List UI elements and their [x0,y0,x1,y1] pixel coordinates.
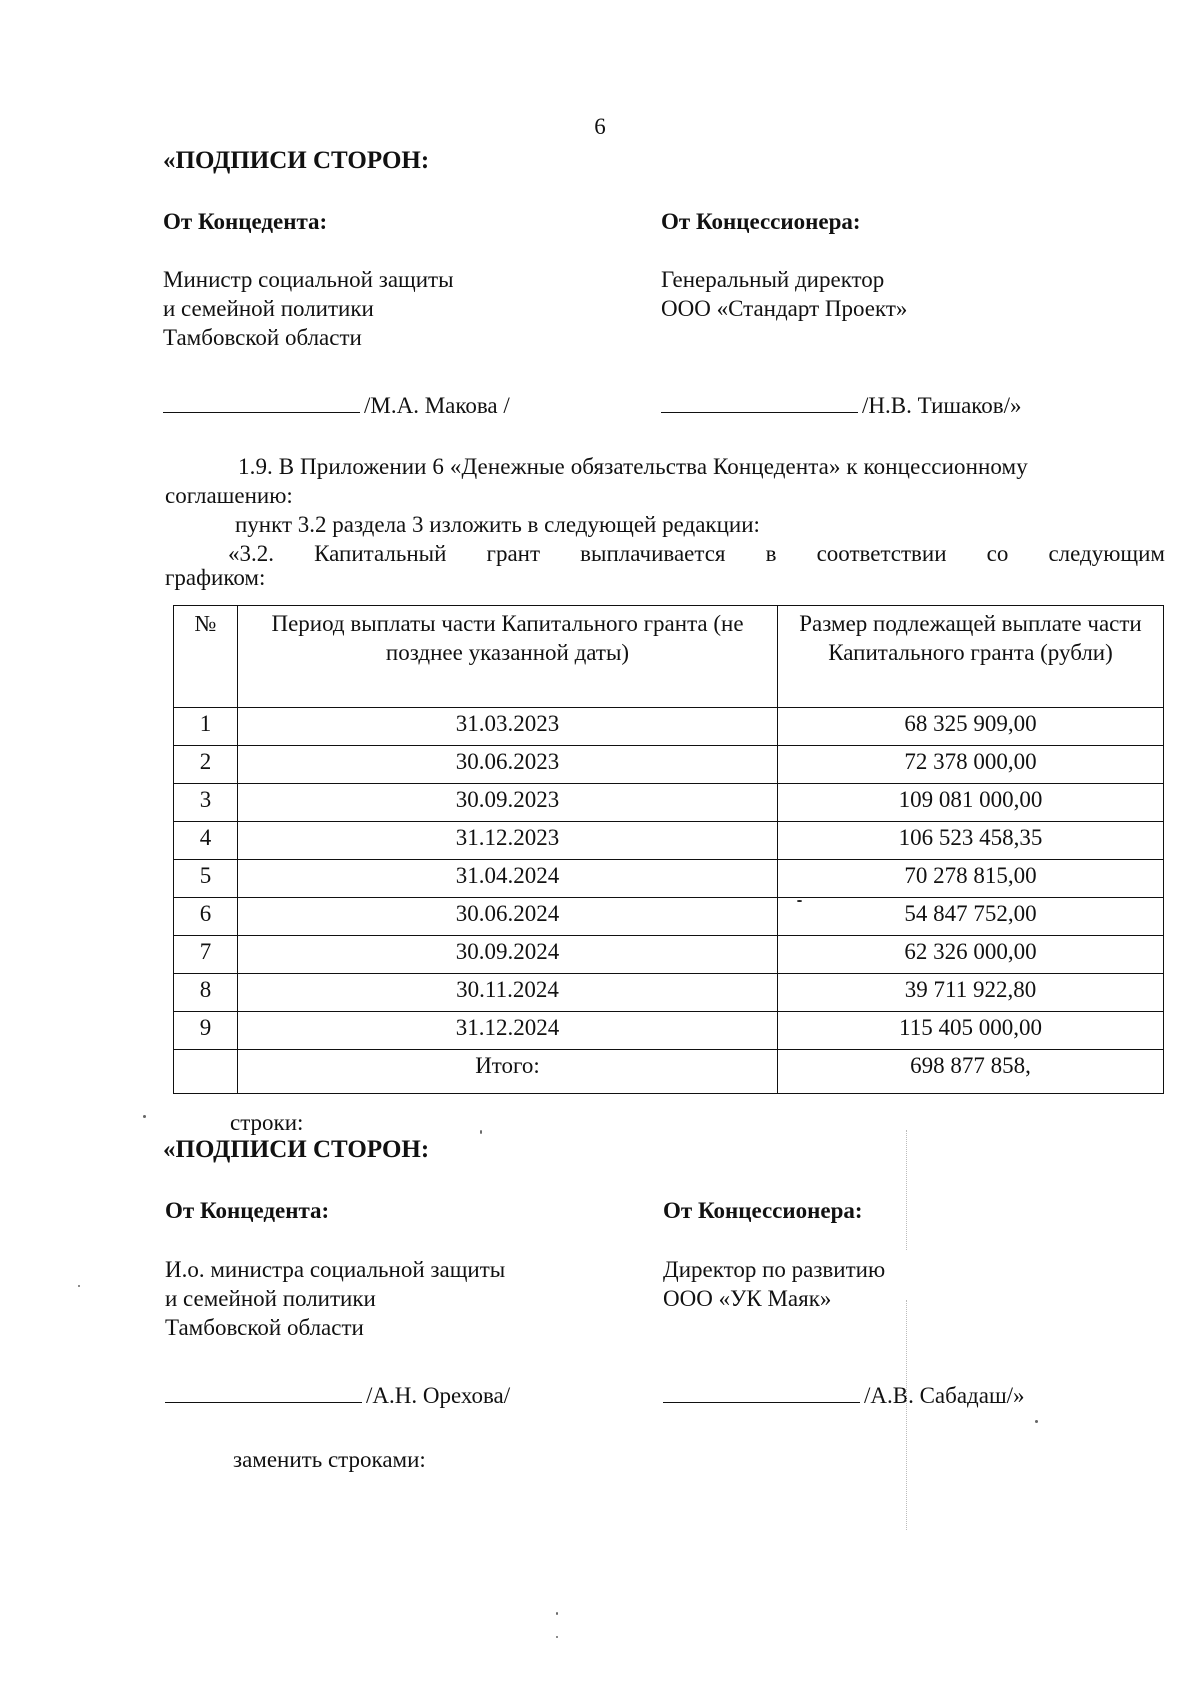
concessionaire-position-line: Генеральный директор [661,267,885,292]
row-date: 30.06.2023 [238,746,778,784]
table-row [174,746,1164,784]
schedule-intro-word: «3.2. [228,541,274,566]
schedule-intro-word: следующим [1048,541,1165,566]
concessionaire-signature-line-2 [663,1380,1025,1410]
row-amount: 54 847 752,00 [778,898,1164,936]
row-amount: 106 523 458,35 [778,822,1164,860]
concessionaire-position-line: ООО «Стандарт Проект» [661,296,908,321]
row-date: 30.09.2024 [238,936,778,974]
concessionaire-signatory: /Н.В. Тишаков/» [862,393,1022,418]
row-date: 31.12.2024 [238,1012,778,1050]
row-date: 31.03.2023 [238,708,778,746]
row-amount: 109 081 000,00 [778,784,1164,822]
schedule-intro-line [165,539,1165,568]
header-amount: Размер подлежащей выплате части Капитального гранта (рубли) [778,606,1164,708]
grantor-label-2: От Концедента: [165,1198,330,1223]
amendment-paragraph [165,452,1165,588]
row-number: 4 [174,822,238,860]
row-amount: 70 278 815,00 [778,860,1164,898]
after-table-text: строки: [230,1110,304,1135]
row-date: 31.04.2024 [238,860,778,898]
scan-speck [78,1285,80,1287]
amendment-line: 1.9. В Приложении 6 «Денежные обязательства Концедента» к концессионному [238,454,1028,479]
scan-speck [1035,1420,1038,1423]
table-row [174,822,1164,860]
scan-speck [556,1636,558,1638]
schedule-intro-word: грант [486,541,541,566]
table-header-row [174,606,1164,708]
row-number: 5 [174,860,238,898]
concessionaire-position-2 [663,1255,885,1313]
table-row [174,860,1164,898]
amendment-line: соглашению: [165,483,293,508]
grantor-position-line: И.о. министра социальной защиты [165,1257,506,1282]
row-number: 2 [174,746,238,784]
schedule-intro-word: со [986,541,1009,566]
schedule-intro-line: графиком: [165,565,266,590]
schedule-intro-word: соответствии [816,541,947,566]
table-row [174,936,1164,974]
row-number: 7 [174,936,238,974]
grantor-position-line: и семейной политики [163,296,374,321]
row-number: 8 [174,974,238,1012]
grantor-position [163,265,454,352]
signatures-heading: «ПОДПИСИ СТОРОН: [163,147,430,174]
schedule-intro-word: выплачивается [580,541,726,566]
row-amount: 39 711 922,80 [778,974,1164,1012]
row-date: 30.06.2024 [238,898,778,936]
row-number: 6 [174,898,238,936]
total-number-cell [174,1050,238,1094]
scan-artifact [906,1130,907,1250]
grantor-position-line: Тамбовской области [165,1315,364,1340]
scan-speck [797,900,802,902]
row-date: 31.12.2023 [238,822,778,860]
row-date: 30.11.2024 [238,974,778,1012]
row-amount: 72 378 000,00 [778,746,1164,784]
concessionaire-label-2: От Концессионера: [663,1198,863,1223]
concessionaire-position-line: Директор по развитию [663,1257,886,1282]
concessionaire-label: От Концессионера: [661,209,861,234]
grantor-position-2 [165,1255,505,1342]
grantor-position-line: и семейной политики [165,1286,376,1311]
grantor-signatory-2: /А.Н. Орехова/ [366,1383,511,1408]
signature-blank [163,390,360,413]
header-number: № [174,606,238,708]
table-row [174,708,1164,746]
concessionaire-position-line: ООО «УК Маяк» [663,1286,832,1311]
concessionaire-position [661,265,907,323]
scan-artifact [906,1300,907,1530]
scan-speck [143,1115,146,1118]
grant-schedule-table [173,605,1164,1094]
scan-speck [480,1130,482,1134]
signature-blank [663,1380,860,1403]
table-total-row [174,1050,1164,1094]
row-amount: 68 325 909,00 [778,708,1164,746]
grantor-position-line: Министр социальной защиты [163,267,454,292]
row-date: 30.09.2023 [238,784,778,822]
grantor-signature-line [163,390,510,420]
row-amount: 62 326 000,00 [778,936,1164,974]
row-number: 3 [174,784,238,822]
header-period: Период выплаты части Капитального гранта (не позднее указанной даты) [238,606,778,708]
grantor-signatory: /М.А. Макова / [364,393,510,418]
grantor-label: От Концедента: [163,209,328,234]
table-row [174,898,1164,936]
grantor-signature-line-2 [165,1380,510,1410]
closing-text: заменить строками: [233,1447,426,1472]
table-row [174,784,1164,822]
schedule-intro-word: Капитальный [314,541,447,566]
schedule-intro-word: в [765,541,777,566]
table-row [174,1012,1164,1050]
total-value: 698 877 858, [778,1050,1164,1094]
signatures-heading-2: «ПОДПИСИ СТОРОН: [163,1136,430,1163]
scan-speck [556,1612,558,1615]
page-number: 6 [594,114,606,139]
concessionaire-signature-line [661,390,1022,420]
grantor-position-line: Тамбовской области [163,325,362,350]
row-number: 1 [174,708,238,746]
amendment-instruction: пункт 3.2 раздела 3 изложить в следующей редакции: [235,512,760,537]
row-number: 9 [174,1012,238,1050]
total-label: Итого: [238,1050,778,1094]
signature-blank [661,390,858,413]
row-amount: 115 405 000,00 [778,1012,1164,1050]
table-row [174,974,1164,1012]
concessionaire-signatory-2: /А.В. Сабадаш/» [864,1383,1025,1408]
signature-blank [165,1380,362,1403]
